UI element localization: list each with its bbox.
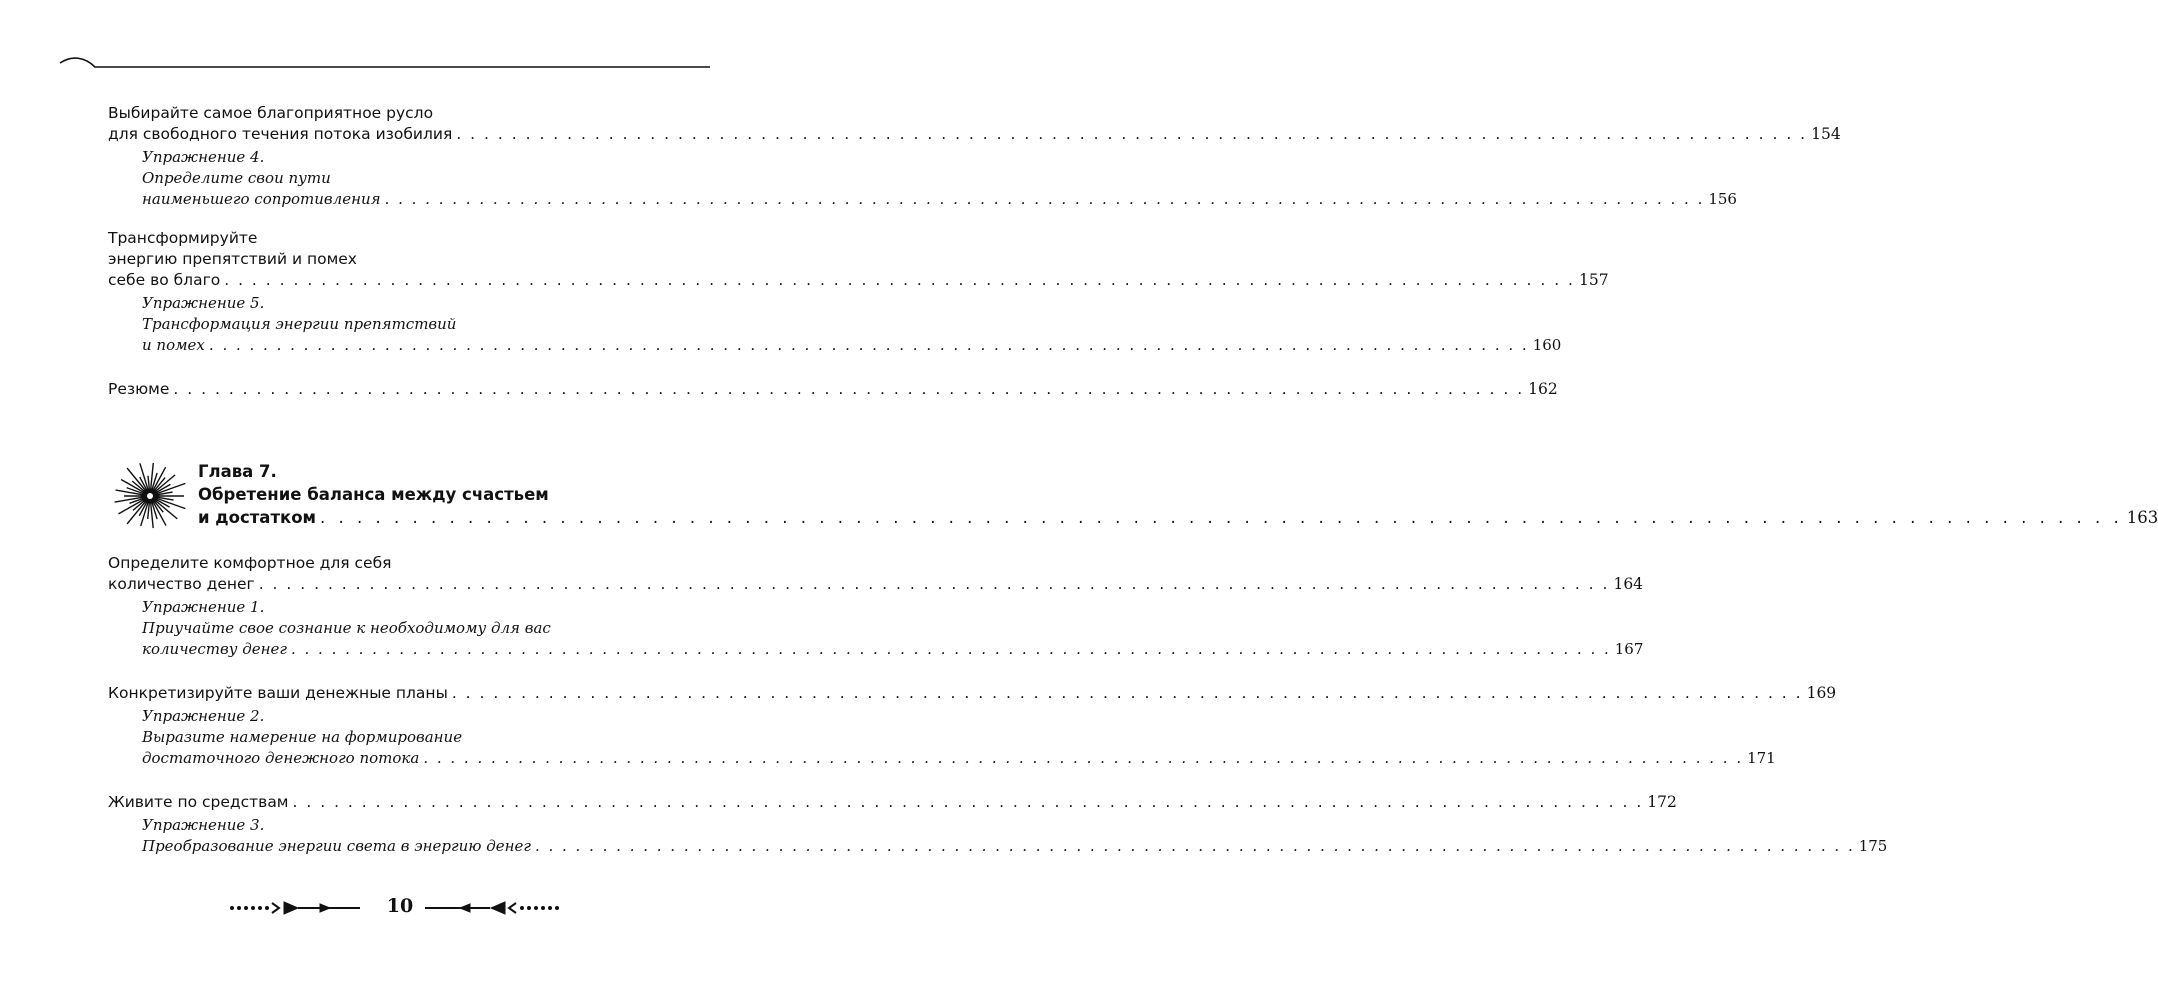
dot-leader [456,124,1807,145]
toc-entry-leader [142,748,1776,769]
dot-leader [423,748,1743,769]
exercise-label: Упражнение 2. [142,707,265,725]
toc-entry [108,379,1558,400]
exercise-title: количеству денег [142,640,287,658]
toc-exercise [108,293,1562,356]
page-ref: 154 [1811,125,1841,143]
chapter-number: Глава 7. [198,462,277,481]
toc-entry [108,553,1644,595]
chapter-heading [108,460,2158,540]
header-rule [60,55,710,85]
dot-leader [224,270,1575,291]
dot-leader [293,792,1644,813]
toc-upper [108,103,1841,400]
exercise-title: Выразите намерение на формирование [142,728,463,746]
toc-entry-line: Выбирайте самое благоприятное русло [108,104,434,122]
exercise-title: Приучайте свое сознание к необходимому для вас [142,619,551,637]
toc-exercise [108,815,1888,857]
toc-entry-leader [108,574,1644,595]
page-ref: 171 [1747,749,1776,767]
exercise-label: Упражнение 1. [142,598,265,616]
exercise-title: Преобразование энергии света в энергию денег [142,837,531,855]
dot-leader [320,506,2123,529]
toc-entry-leader [108,124,1841,145]
toc-exercise [108,706,1776,769]
dot-leader [173,379,1524,400]
page-ref: 163 [2126,508,2158,527]
page-ref: 157 [1578,271,1609,289]
page-ref: 156 [1708,190,1737,208]
page-ref: 169 [1806,684,1837,702]
toc-entry-line: себе во благо [108,271,221,289]
toc-entry [108,103,1841,145]
exercise-title: наименьшего сопротивления [142,190,381,208]
toc-lower [108,553,1888,857]
page-ref: 175 [1858,837,1888,855]
toc-entry-line: Резюме [108,380,170,398]
dot-leader [385,189,1705,210]
page-number: 10 [386,895,414,917]
exercise-title: Определите свои пути [142,169,331,187]
toc-entry-line: Живите по средствам [108,793,289,811]
toc-entry [108,683,1837,704]
chapter-title [198,460,2158,540]
chapter-title-line: и достатком [198,508,317,527]
exercise-label: Упражнение 3. [142,816,265,834]
page-ref: 172 [1647,793,1677,811]
toc-exercise [108,597,1644,660]
toc-entry-leader [108,792,1677,813]
toc-entry-leader [142,836,1888,857]
dot-leader [259,574,1610,595]
page-ref: 167 [1614,640,1644,658]
toc-entry-leader [142,189,1737,210]
toc-entry-leader [108,683,1837,704]
page-ref: 160 [1532,336,1562,354]
toc-entry-line: для свободного течения потока изобилия [108,125,453,143]
dot-leader [291,639,1611,660]
toc-entry-line: энергию препятствий и помех [108,250,357,268]
dot-leader [209,335,1529,356]
exercise-label: Упражнение 4. [142,148,265,166]
page-ref: 162 [1528,380,1558,398]
chapter-title-line: Обретение баланса между счастьем [198,485,549,504]
dot-leader [452,683,1803,704]
starburst-icon [108,460,198,540]
toc-entry-leader [142,639,1644,660]
toc-entry [108,228,1609,291]
toc-exercise [108,147,1737,210]
page-ref: 164 [1613,575,1644,593]
exercise-title: и помех [142,336,205,354]
toc-entry-line: количество денег [108,575,255,593]
exercise-label: Упражнение 5. [142,294,265,312]
toc-entry-line: Определите комфортное для себя [108,554,392,572]
toc-entry-leader [142,335,1562,356]
dot-leader [535,836,1855,857]
toc-entry-leader [108,379,1558,400]
exercise-title: Трансформация энергии препятствий [142,315,457,333]
exercise-title: достаточного денежного потока [142,749,420,767]
toc-entry-leader [108,270,1609,291]
toc-entry-line: Трансформируйте [108,229,258,247]
toc-entry-line: Конкретизируйте ваши денежные планы [108,684,448,702]
toc-entry-leader [198,506,2158,529]
toc-entry [108,792,1677,813]
